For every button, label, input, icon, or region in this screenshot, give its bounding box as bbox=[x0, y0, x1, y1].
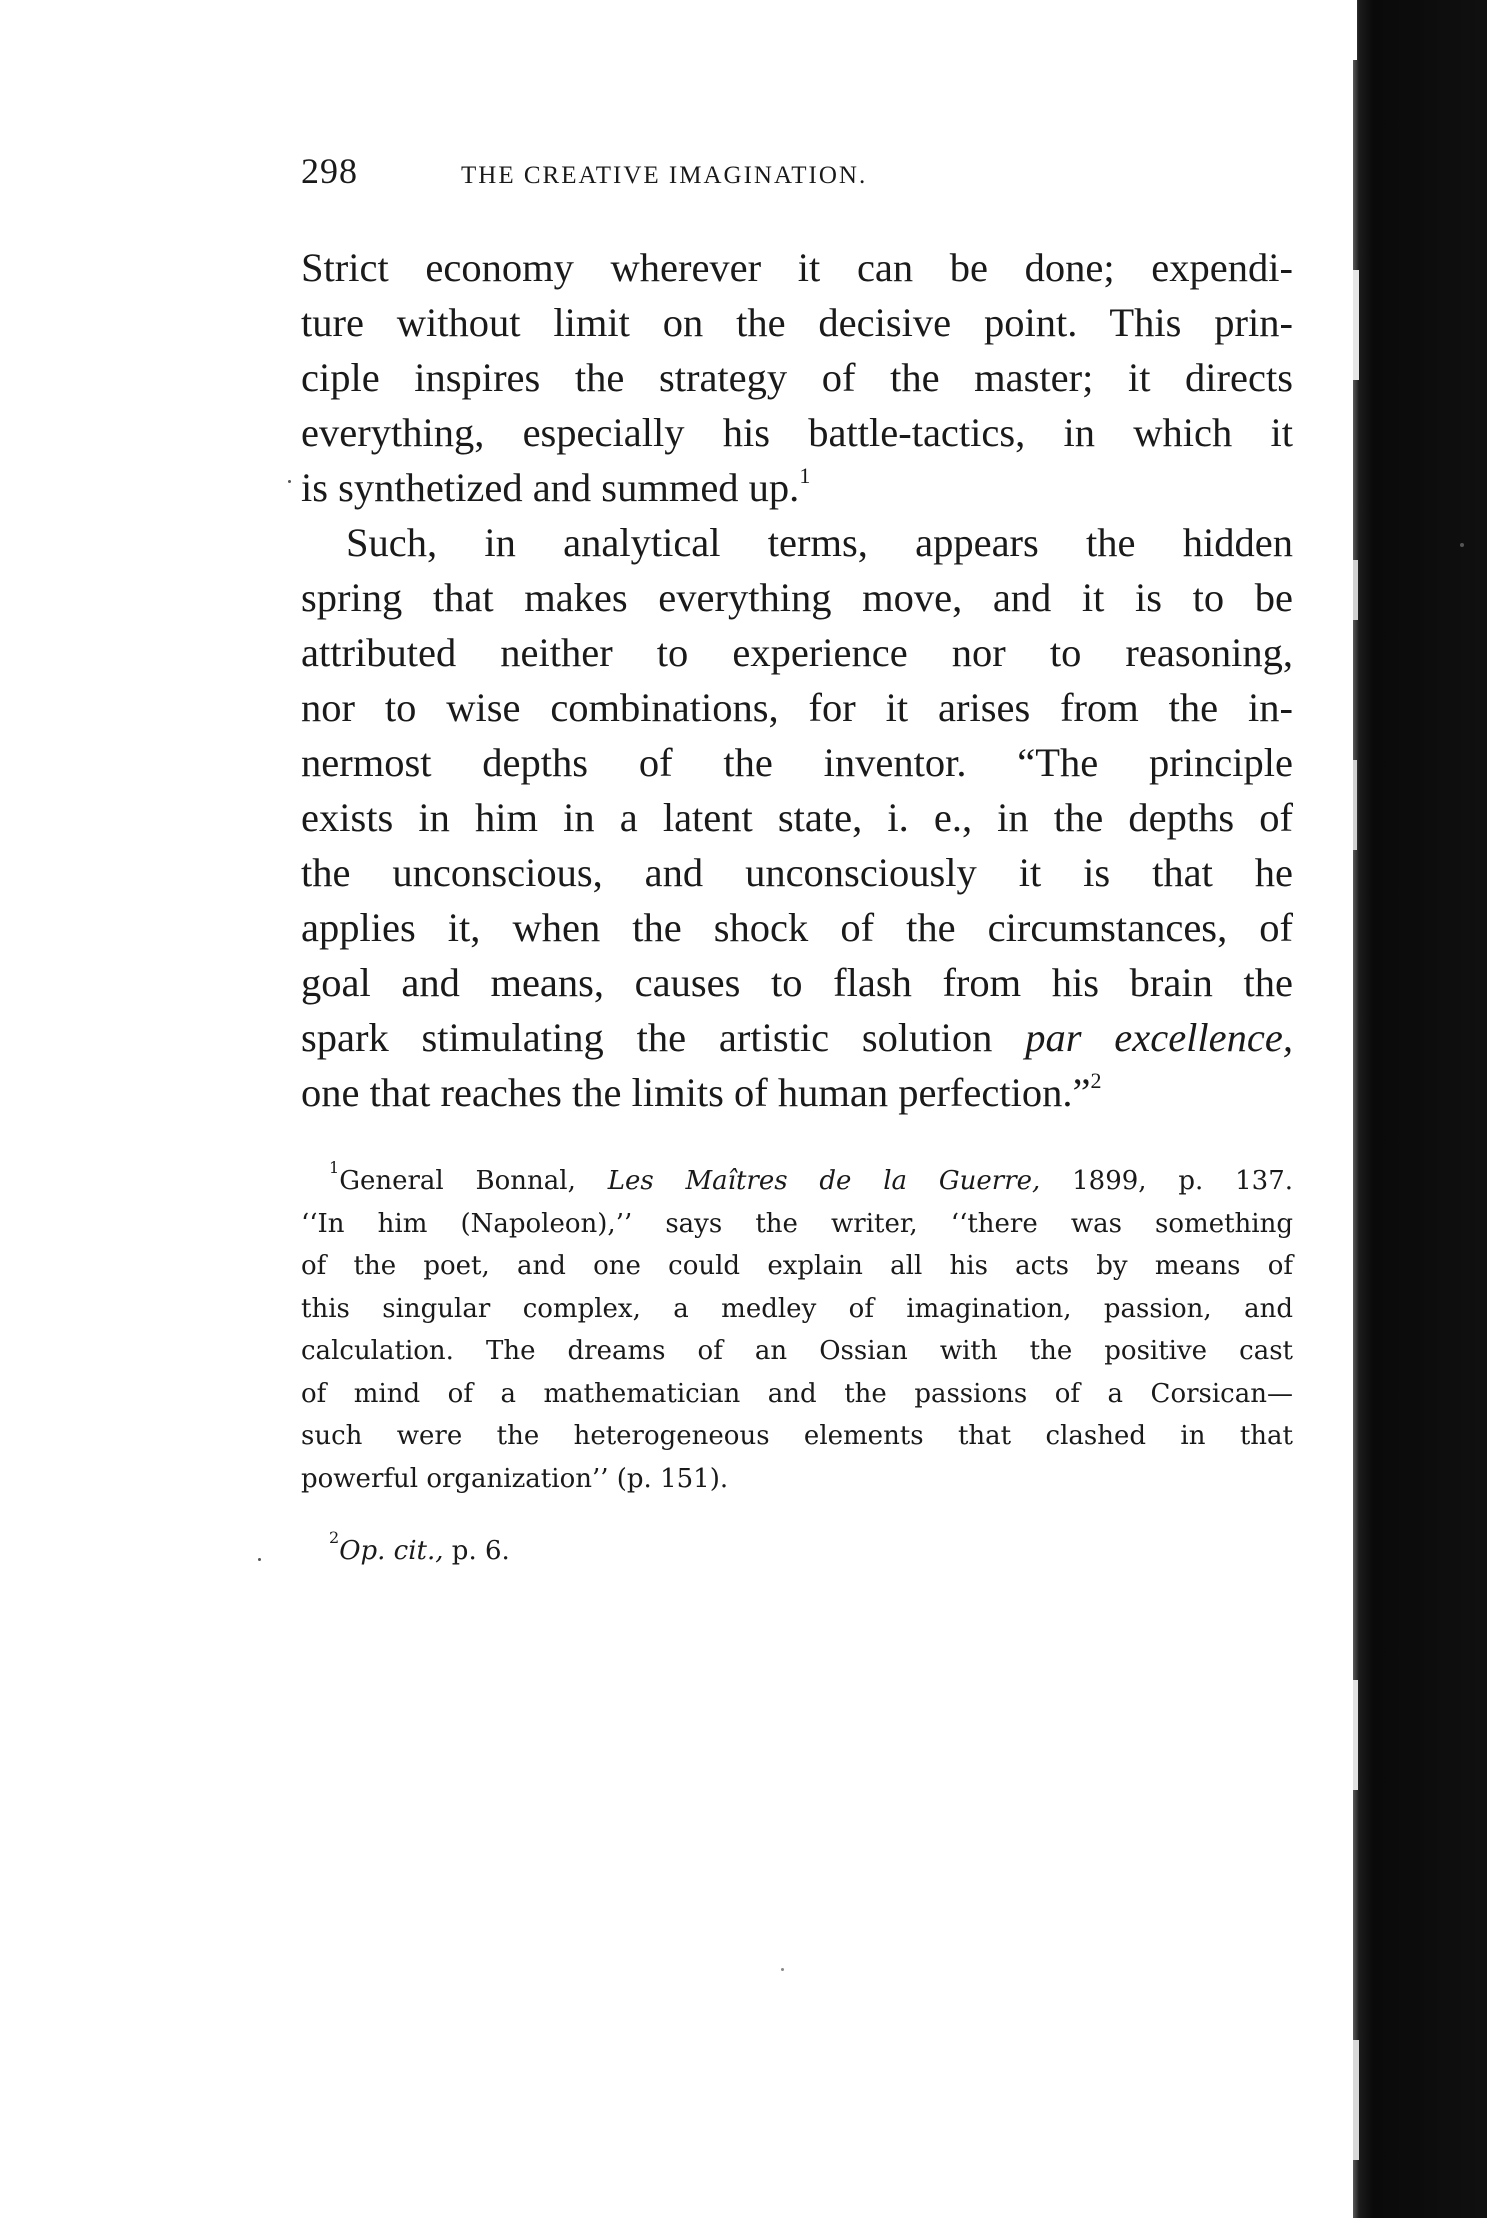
text-line: exists in him in a latent state, i. e., in the depths of bbox=[301, 795, 1293, 840]
footnote-line: this singular complex, a medley of imagination, passion, and bbox=[301, 1293, 1293, 1324]
text-line: is synthetized and summed up.$^1$ bbox=[301, 462, 811, 510]
footnote-line: powerful organization’’ (p. 151). bbox=[301, 1463, 729, 1494]
footnote-line: of the poet, and one could explain all his acts by means of bbox=[301, 1251, 1293, 1281]
text-line: nor to wise combinations, for it arises from the in- bbox=[301, 685, 1293, 730]
text-line: applies it, when the shock of the circumstances, of bbox=[301, 905, 1293, 950]
text-line: nermost depths of the inventor. “The principle bbox=[301, 740, 1293, 785]
text-line: spark stimulating the artistic solution par excellence, bbox=[301, 1015, 1293, 1060]
italic-phrase: par excellence, bbox=[1025, 1015, 1293, 1060]
footnote-marker: 2 bbox=[329, 1528, 340, 1548]
text-line: spring that makes everything move, and it is to be bbox=[301, 575, 1293, 620]
footnote-ref-1: 1 bbox=[799, 462, 811, 488]
footnote-2 bbox=[301, 1530, 1293, 1573]
text-line: the unconscious, and unconsciously it is that he bbox=[301, 850, 1293, 895]
scan-speck bbox=[1460, 543, 1464, 547]
paragraph-1 bbox=[301, 240, 1293, 515]
text-line: one that reaches the limits of human perfection.”$^2$ bbox=[301, 1067, 1102, 1115]
footnote-line: such were the heterogeneous elements that clashed in that bbox=[301, 1421, 1293, 1451]
text-line: goal and means, causes to flash from his brain the bbox=[301, 960, 1293, 1005]
scan-speck bbox=[258, 1558, 261, 1561]
footnotes bbox=[301, 1160, 1293, 1573]
footnote-line: $^2$Op. cit., p. 6. bbox=[329, 1528, 510, 1566]
footnote-1 bbox=[301, 1160, 1293, 1500]
text-line: everything, especially his battle-tactics, in which it bbox=[301, 410, 1293, 455]
text-line: Such, in analytical terms, appears the hidden bbox=[346, 520, 1293, 565]
page-number: 298 bbox=[301, 151, 358, 191]
scan-speck bbox=[288, 480, 291, 483]
footnote-line: ‘‘In him (Napoleon),’’ says the writer, ‘‘there was something bbox=[301, 1208, 1293, 1239]
cited-title: Les Maîtres de la Guerre, bbox=[607, 1166, 1041, 1196]
text-line: attributed neither to experience nor to reasoning, bbox=[301, 630, 1293, 675]
scan-speck bbox=[781, 1968, 784, 1971]
footnote-marker: 1 bbox=[329, 1158, 340, 1178]
footnote-line: calculation. The dreams of an Ossian with the positive cast bbox=[301, 1336, 1293, 1366]
text-line: ciple inspires the strategy of the master; it directs bbox=[301, 355, 1293, 400]
running-title: THE CREATIVE IMAGINATION. bbox=[461, 162, 868, 189]
cited-title: Op. cit., bbox=[339, 1536, 444, 1566]
footnote-ref-2: 2 bbox=[1090, 1067, 1102, 1093]
footnote-line: $^1$General Bonnal, Les Maîtres de la Guerre, 1899, p. 137. bbox=[329, 1158, 1293, 1196]
body-text bbox=[301, 240, 1293, 1120]
text-line: Strict economy wherever it can be done; expendi- bbox=[301, 245, 1293, 290]
running-head bbox=[301, 150, 1301, 210]
footnote-line: of mind of a mathematician and the passions of a Corsican— bbox=[301, 1378, 1293, 1409]
paragraph-2 bbox=[301, 515, 1293, 1120]
text-line: ture without limit on the decisive point. This prin- bbox=[301, 300, 1293, 345]
scan-dark-edge bbox=[1353, 0, 1487, 2218]
